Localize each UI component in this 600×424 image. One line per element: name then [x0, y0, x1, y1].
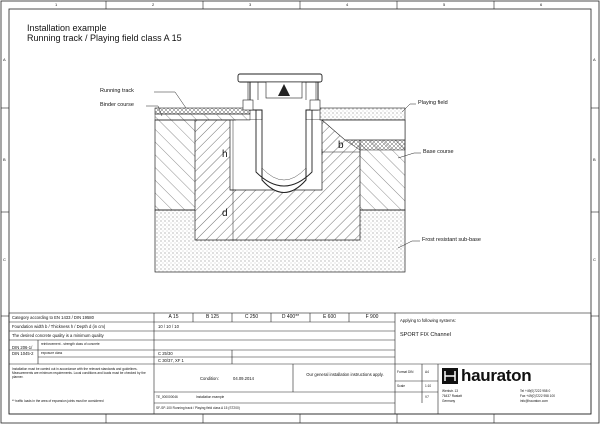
- contact-tel: Tel +49(0)7222 958 0: [520, 389, 551, 393]
- class-e600: E 600: [322, 314, 337, 320]
- din-label-2: DIN 1045-2: [12, 351, 34, 356]
- label-frost-sub-base: Frost resistant sub-base: [422, 237, 481, 243]
- class-a15: A 15: [168, 314, 179, 320]
- drawing-number: TE_000000046: [156, 395, 178, 399]
- concrete-label: The desired concrete quality is a minimum quality: [12, 333, 104, 338]
- frame-col-1: 1: [55, 2, 58, 7]
- frame-col-2: 2: [152, 2, 155, 7]
- installation-notes: Installation must be carried out in accordance with the relevant standards and guidelines. Measurements are minimum requirements. Local conditions and loads must be checked by the planner.: [12, 367, 146, 380]
- contact-fax: Fax +49(0)7222 958 100: [520, 394, 556, 398]
- dimension-d: d: [222, 208, 228, 219]
- dimension-b: b: [338, 140, 344, 151]
- frame-col-3: 3: [249, 2, 252, 7]
- din-row2-value: C 30/37, XF 1: [158, 358, 184, 363]
- din-label-1: DIN 206-1/: [12, 345, 33, 350]
- din-row2-text: exposure class: [41, 351, 63, 355]
- dimension-h: h: [222, 149, 228, 160]
- din-row1-text: reinforcement - strength class of concrete: [41, 342, 100, 346]
- class-b125: B 125: [205, 314, 220, 320]
- foundation-value: 10 / 10 / 10: [158, 324, 179, 329]
- scale-value: 1:10: [425, 384, 432, 388]
- foundation-label: Foundation width b / Thickness h / Depth d (in cm): [12, 324, 106, 329]
- class-d400: D 400**: [281, 314, 300, 320]
- format-label: Format DIN: [397, 370, 414, 374]
- format-value: A4: [425, 370, 429, 374]
- applying-label: Applying to following systems:: [400, 318, 456, 323]
- conditions-date: 04.09.2014: [233, 376, 254, 381]
- class-c250: C 250: [244, 314, 259, 320]
- version-value: V7: [425, 395, 429, 399]
- label-base-course: Base course: [423, 149, 454, 155]
- address-line-2: 76437 Rastatt: [442, 394, 462, 398]
- drawing-reference: SF-SP-100 Running track / Playing field class A 15 (ST200): [156, 406, 240, 410]
- conditions-label: Condition:: [200, 376, 219, 381]
- label-binder-course: Binder course: [100, 102, 134, 108]
- frame-col-5: 5: [443, 2, 446, 7]
- contact-mail: info@hauraton.com: [520, 399, 548, 403]
- scale-label: Scale: [397, 384, 405, 388]
- label-playing-field: Playing field: [418, 100, 448, 106]
- frame-row-a: A: [3, 57, 6, 62]
- frame-row-a-right: A: [593, 57, 596, 62]
- frame-row-b: B: [3, 157, 6, 162]
- general-note: Our general installation instructions apply.: [306, 372, 384, 377]
- drawing-subject: Installation example: [196, 395, 225, 399]
- drawing-subtitle: Running track / Playing field class A 15: [27, 33, 182, 43]
- frame-row-c-right: C: [593, 257, 596, 262]
- system-name: SPORT FIX Channel: [400, 332, 451, 338]
- hauraton-logo-mark: [442, 368, 458, 384]
- frame-row-c: C: [3, 257, 6, 262]
- frame-row-b-right: B: [593, 157, 596, 162]
- class-f900: F 900: [365, 314, 379, 320]
- frame-col-6: 6: [540, 2, 543, 7]
- category-label: Category according to EN 1433 / DIN 19580: [12, 315, 94, 320]
- din-row1-value: C 25/30: [158, 351, 173, 356]
- address-line-1: Werkstr. 13: [442, 389, 459, 393]
- company-logo: hauraton: [461, 366, 532, 385]
- address-line-3: Germany: [442, 399, 456, 403]
- frame-col-4: 4: [346, 2, 349, 7]
- label-running-track: Running track: [100, 88, 134, 94]
- footnote: ** traffic loads in the area of expansion joints must be considered: [12, 399, 104, 403]
- drawing-title: Installation example: [27, 23, 107, 33]
